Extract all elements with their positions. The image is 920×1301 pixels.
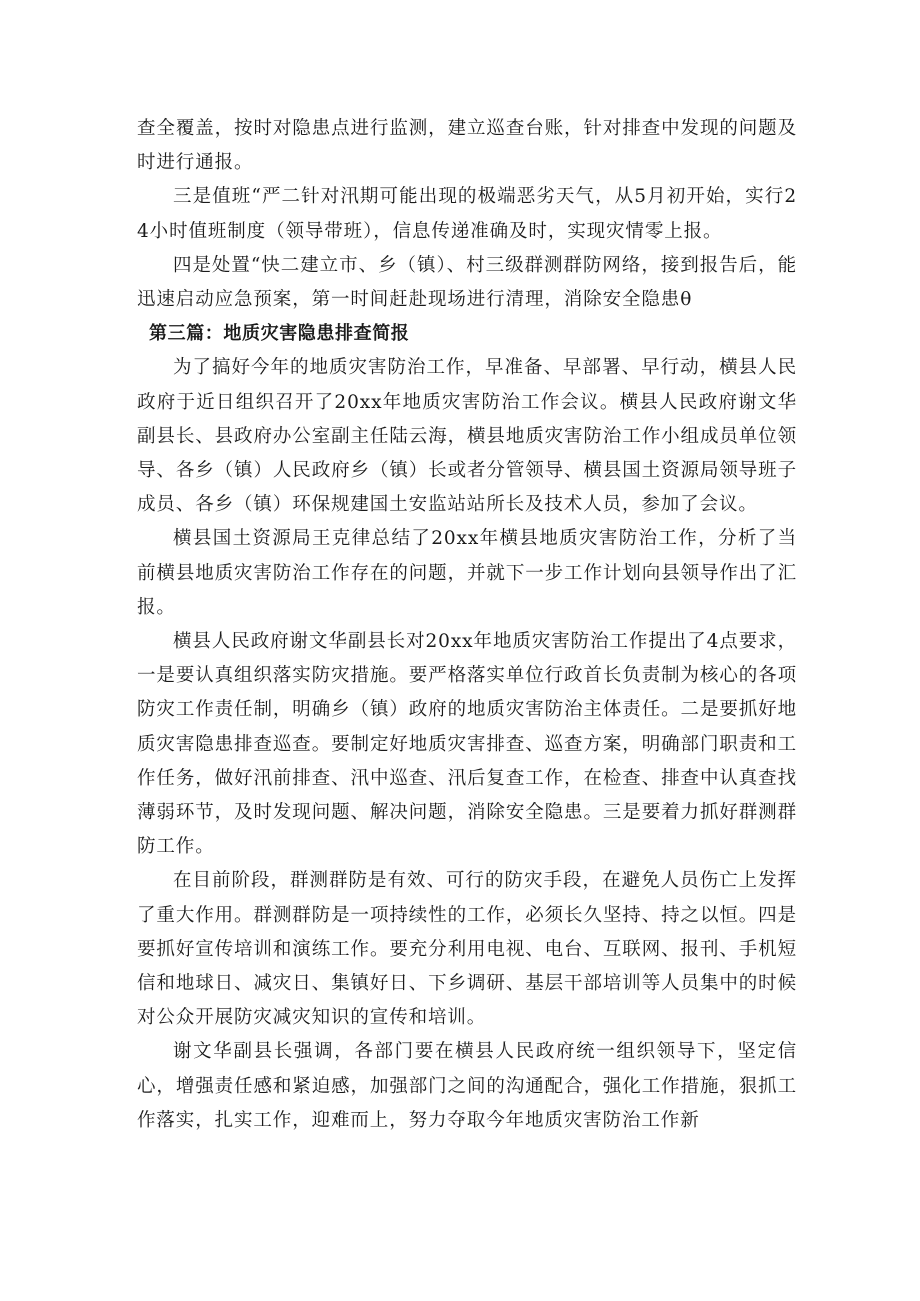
paragraph-continued: 查全覆盖，按时对隐患点进行监测，建立巡查台账，针对排查中发现的问题及时进行通报。 — [137, 118, 797, 174]
paragraph-emphasis: 谢文华副县长强调，各部门要在横县人民政府统一组织领导下，坚定信心，增强责任感和紧迫感，加强部门之间的沟通配合，强化工作措施，狠抓工作落实，扎实工作，迎难而上，努力夺取今年地质灾害防治工作新 — [137, 1041, 797, 1131]
document-body — [137, 112, 797, 1138]
paragraph-current-stage: 在目前阶段，群测群防是有效、可行的防灾手段，在避免人员伤亡上发挥了重大作用。群测群防是一项持续性的工作，必须长久坚持、持之以恒。四是要抓好宣传培训和演练工作。要充分利用电视、电台、互联网、报刊、手机短信和地球日、减灾日、集镇好日、下乡调研、基层干部培训等人员集中的时候对公众开展防灾减灾知识的宣传和培训。 — [137, 870, 797, 1029]
paragraph-duty: 三是值班“严二针对汛期可能出现的极端恶劣天气，从5月初开始，实行24小时值班制度（领导带班），信息传递准确及时，实现灾情零上报。 — [137, 186, 797, 242]
paragraph-requirements: 横县人民政府谢文华副县长对20xx年地质灾害防治工作提出了4点要求，一是要认真组织落实防灾措施。要严格落实单位行政首长负责制为核心的各项防灾工作责任制，明确乡（镇）政府的地质灾害防治主体责任。二是要抓好地质灾害隐患排查巡查。要制定好地质灾害排查、巡查方案，明确部门职责和工作任务，做好汛前排查、汛中巡查、汛后复查工作，在检查、排查中认真查找薄弱环节，及时发现问题、解决问题，消除安全隐患。三是要着力抓好群测群防工作。 — [137, 631, 797, 858]
paragraph-summary: 横县国土资源局王克律总结了20xx年横县地质灾害防治工作，分析了当前横县地质灾害防治工作存在的问题，并就下一步工作计划向县领导作出了汇报。 — [137, 528, 797, 618]
paragraph-handling: 四是处置“快二建立市、乡（镇）、村三级群测群防网络，接到报告后，能迅速启动应急预案，第一时间赶赴现场进行清理，消除安全隐患θ — [137, 254, 797, 311]
section-heading: 第三篇：地质灾害隐患排查简报 — [149, 323, 410, 345]
paragraph-meeting: 为了搞好今年的地质灾害防治工作，早准备、早部署、早行动，横县人民政府于近日组织召开了20xx年地质灾害防治工作会议。横县人民政府谢文华副县长、县政府办公室副主任陆云海，横县地质灾害防治工作小组成员单位领导、各乡（镇）人民政府乡（镇）长或者分管领导、横县国土资源局领导班子成员、各乡（镇）环保规建国土安监站站所长及技术人员，参加了会议。 — [137, 357, 797, 516]
